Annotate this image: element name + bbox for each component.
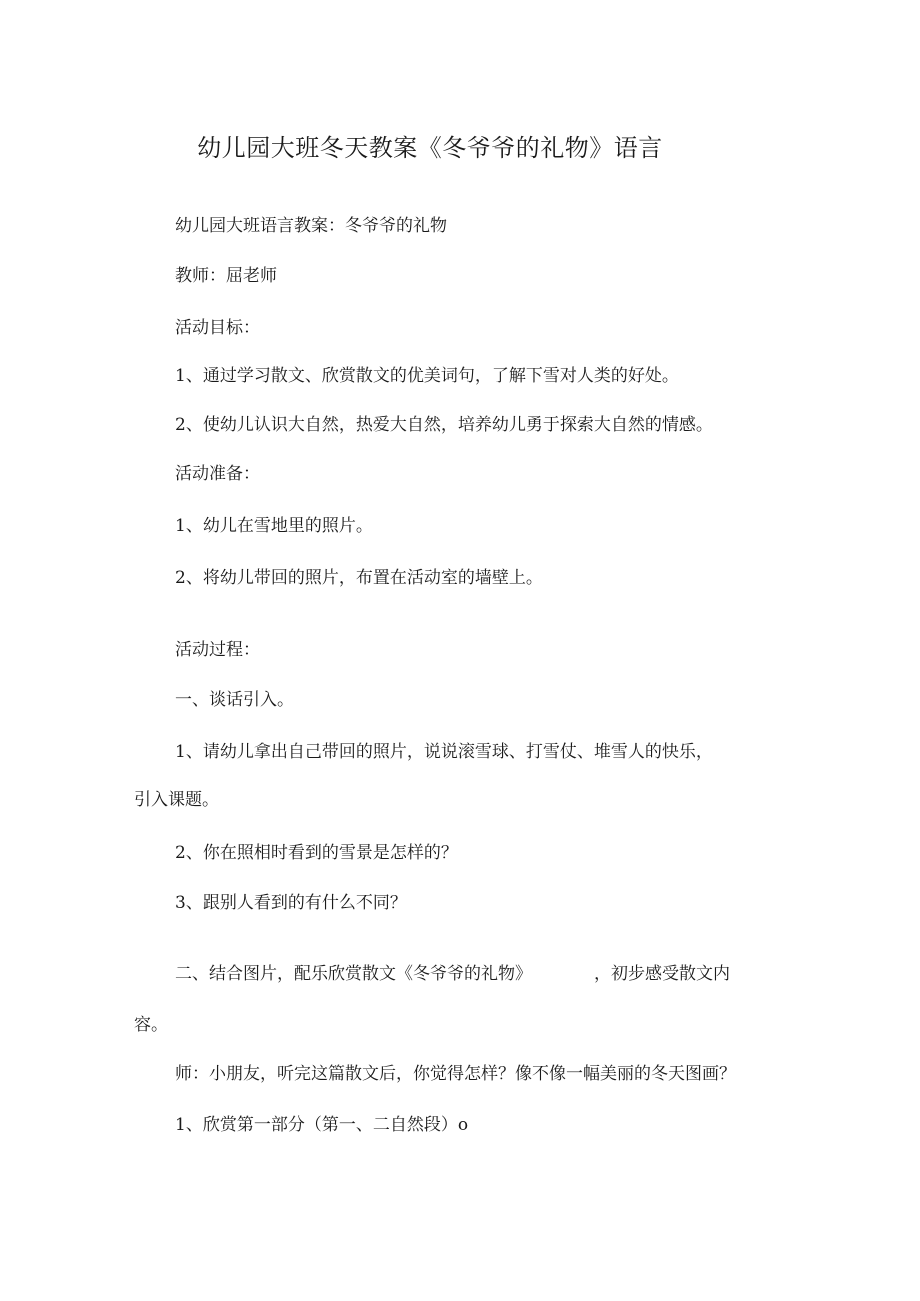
goal-item-2: 2、使幼儿认识大自然，热爱大自然，培养幼儿勇于探索大自然的情感。 [175,415,713,435]
part1-line: 1、欣赏第一部分（第一、二自然段）o [175,1115,469,1135]
process-heading: 活动过程： [175,640,260,660]
step1-heading: 一、谈话引入。 [175,690,294,710]
teacher-line: 教师：屈老师 [175,266,277,286]
step1-item1-line2: 引入课题。 [134,790,219,810]
step2-line2: 容。 [134,1015,168,1035]
step2-line1-main: 二、结合图片，配乐欣赏散文《冬爷爷的礼物》 [175,964,532,984]
step1-item3: 3、跟别人看到的有什么不同？ [175,893,407,913]
step2-line1 [175,962,730,986]
document-title: 幼儿园大班冬天教案《冬爷爷的礼物》语言 [197,134,663,162]
subtitle: 幼儿园大班语言教案：冬爷爷的礼物 [175,216,447,236]
prep-heading: 活动准备： [175,464,260,484]
step2-line1-tail: ，初步感受散文内 [594,964,730,984]
prep-item-1: 1、幼儿在雪地里的照片。 [175,516,373,536]
teacher-question: 师：小朋友，听完这篇散文后，你觉得怎样？像不像一幅美丽的冬天图画？ [175,1064,736,1084]
prep-item-2: 2、将幼儿带回的照片，布置在活动室的墙壁上。 [175,568,543,588]
step1-item2: 2、你在照相时看到的雪景是怎样的？ [175,843,458,863]
goals-heading: 活动目标： [175,318,260,338]
goal-item-1: 1、通过学习散文、欣赏散文的优美词句，了解下雪对人类的好处。 [175,366,679,386]
step1-item1-line1: 1、请幼儿拿出自己带回的照片，说说滚雪球、打雪仗、堆雪人的快乐， [175,742,713,762]
